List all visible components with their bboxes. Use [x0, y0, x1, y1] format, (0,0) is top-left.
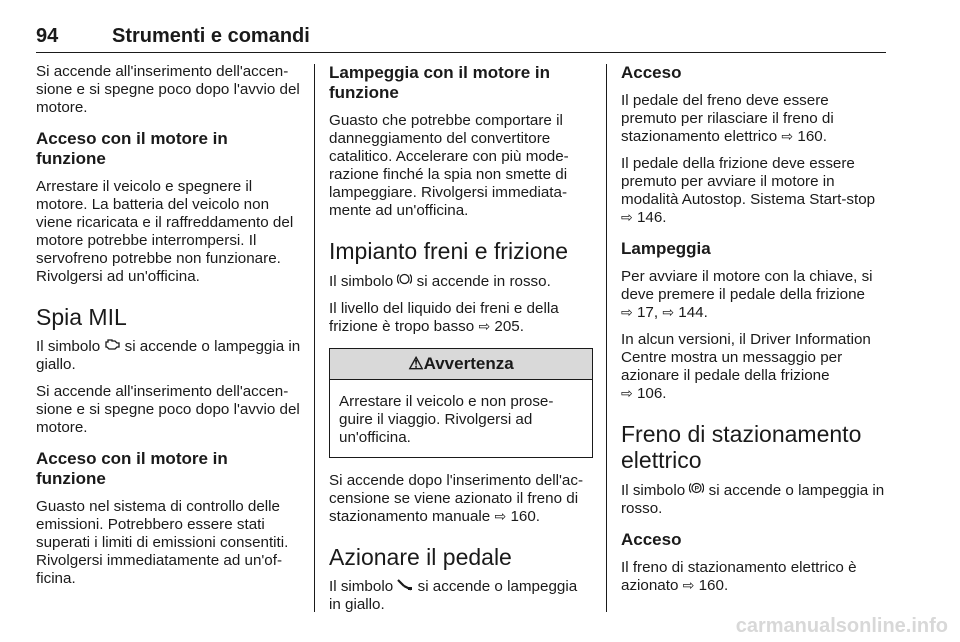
- page-reference-arrow: ⇨: [494, 508, 507, 524]
- page-number: 94: [36, 25, 59, 47]
- paragraph: Guasto che potrebbe comportare il danneggiamento del convertitore catalitico. Accelerare con più mode-razione finché la spia non smette di lampeggiare. Rivolgersi immediata-mente ad un'officina.: [329, 112, 569, 219]
- paragraph: Il simbolo si accende o lampeggia in giallo.: [329, 578, 578, 613]
- paragraph: Si accende all'inserimento dell'accen-sione e si spegne poco dopo l'avvio del motore.: [36, 383, 300, 436]
- page-reference-arrow: ⇨: [781, 128, 794, 144]
- page-reference-arrow: ⇨: [621, 209, 633, 225]
- subheading: Lampeggia: [621, 239, 711, 258]
- heading-freno-stazionamento: Freno di stazionamento elettrico: [621, 421, 862, 473]
- paragraph: Si accende dopo l'inserimento dell'ac-censione se viene azionato il freno di stazionamento manuale ⇨ 160.: [329, 472, 584, 525]
- parking-brake-icon: [689, 481, 704, 495]
- page-reference-arrow: ⇨: [478, 318, 491, 334]
- paragraph: Il pedale della frizione deve essere premuto per avviare il motore in modalità Autostop. Sistema Start-stop ⇨ 146.: [621, 155, 876, 226]
- warning-box: [329, 348, 593, 458]
- paragraph: In alcun versioni, il Driver Information Centre mostra un messaggio per azionare il pedale della frizione: [621, 331, 871, 384]
- subheading: Acceso: [621, 63, 682, 82]
- page-header: [36, 25, 886, 49]
- header-rule: [36, 52, 886, 53]
- warning-title: ⚠Avvertenza: [330, 349, 592, 380]
- brake-warning-icon: [397, 272, 412, 286]
- column-divider: [606, 64, 607, 612]
- column-3: [621, 63, 887, 604]
- page-reference-arrow: ⇨: [662, 304, 675, 320]
- paragraph: Il simbolo si accende in rosso.: [329, 273, 551, 290]
- paragraph: ⇨ 106.: [621, 385, 667, 402]
- paragraph: Arrestare il veicolo e spegnere il motore. La batteria del veicolo non viene ricaricata e il raffreddamento del motore potrebbe interrompersi. Il servofreno potrebbe non funzionare. Rivolgersi ad un'officina.: [36, 178, 294, 285]
- paragraph: Guasto nel sistema di controllo delle emissioni. Potrebbero essere stati superati i limiti di emissioni consentiti. Rivolgersi immediatamente ad un'of-ficina.: [36, 498, 289, 587]
- heading-spia-mil: Spia MIL: [36, 304, 127, 330]
- engine-check-icon: [104, 338, 120, 351]
- page-reference-arrow: ⇨: [621, 304, 633, 320]
- subheading: Acceso con il motore in funzione: [36, 449, 228, 488]
- paragraph: ⇨ 17, ⇨ 144.: [621, 304, 708, 321]
- column-divider: [314, 64, 315, 612]
- paragraph: Il livello del liquido dei freni e della frizione è tropo basso ⇨ 205.: [329, 300, 559, 335]
- paragraph: Per avviare il motore con la chiave, si deve premere il pedale della frizione: [621, 268, 873, 303]
- page-reference-arrow: ⇨: [682, 577, 695, 593]
- paragraph: Il simbolo si accende o lampeggia in giallo.: [36, 338, 301, 373]
- column-2: [329, 63, 593, 623]
- paragraph: Il simbolo P si accende o lampeggia in rosso.: [621, 482, 885, 517]
- page-reference-arrow: ⇨: [621, 385, 633, 401]
- heading-pedale: Azionare il pedale: [329, 544, 512, 570]
- subheading: Acceso: [621, 530, 682, 549]
- paragraph: Si accende all'inserimento dell'accen-sione e si spegne poco dopo l'avvio del motore.: [36, 63, 300, 116]
- subheading: Lampeggia con il motore in funzione: [329, 63, 551, 102]
- warning-body: Arrestare il veicolo e non prose-guire il viaggio. Rivolgersi ad un'officina.: [339, 393, 554, 446]
- paragraph: Il freno di stazionamento elettrico è azionato ⇨ 160.: [621, 559, 857, 594]
- heading-freni: Impianto freni e frizione: [329, 238, 569, 264]
- clutch-pedal-icon: [397, 579, 413, 591]
- svg-text:P: P: [694, 485, 700, 493]
- paragraph: Il pedale del freno deve essere premuto per rilasciare il freno di stazionamento elettrico ⇨ 160.: [621, 92, 834, 145]
- watermark: carmanualsonline.info: [735, 615, 948, 637]
- subheading: Acceso con il motore in funzione: [36, 129, 228, 168]
- section-title: Strumenti e comandi: [112, 25, 310, 47]
- column-1: [36, 63, 302, 597]
- warning-triangle-icon: ⚠: [408, 354, 424, 373]
